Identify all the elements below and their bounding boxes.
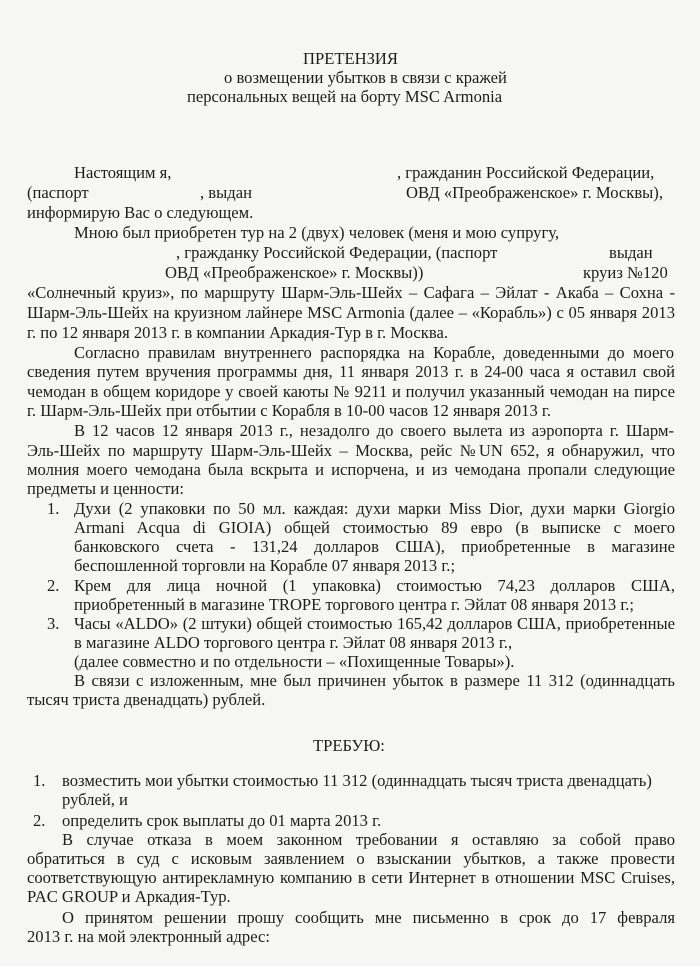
tour-text: , гражданку Российской Федерации, (паспорт — [176, 243, 498, 262]
document-subtitle: о возмещении убытков в связи с кражей — [224, 68, 507, 87]
list-item: Крем для лица ночной (1 упаковка) стоимостью 74,23 долларов США, — [74, 576, 675, 595]
theft-text: В 12 часов 12 января 2013 г., незадолго до своего вылета из аэропорта г. Шарм- — [74, 421, 674, 440]
list-item: Armani Acqua di GIOIA) общей стоимостью 89 евро (в выписке с моего — [74, 518, 675, 537]
document-subtitle: персональных вещей на борту MSC Armonia — [187, 87, 503, 106]
refusal-text: PAC GROUP и Аркадия-Тур. — [27, 887, 231, 906]
demand-item: возместить мои убытки стоимостью 11 312 (одиннадцать тысяч триста двенадцать) — [62, 771, 652, 790]
rules-text: Согласно правилам внутреннего распорядка на Корабле, доведенными до моего — [74, 343, 674, 362]
list-item: беспошленной торговли на Корабле 07 января 2013 г.; — [74, 556, 456, 575]
tour-text: выдан — [609, 243, 653, 262]
tour-text: г. по 12 января 2013 г. в компании Аркадия-Тур в г. Москва. — [27, 323, 448, 342]
demand-heading: ТРЕБУЮ: — [313, 736, 385, 755]
theft-text: Эль-Шейх по маршруту Шарм-Эль-Шейх – Москва, рейс №UN 652, я обнаружил, что — [27, 441, 675, 460]
intro-text: ОВД «Преображенское» г. Москвы), — [406, 183, 663, 202]
loss-text: тысяч триста двенадцать) рублей. — [27, 690, 266, 709]
tour-text: круиз №120 — [583, 263, 668, 282]
list-item: приобретенный в магазине TROPE торгового центра г. Эйлат 08 января 2013 г.; — [74, 595, 635, 614]
list-number: 1. — [33, 771, 46, 790]
intro-text: , выдан — [200, 183, 252, 202]
list-number: 3. — [47, 614, 60, 633]
tour-text: ОВД «Преображенское» г. Москвы)) — [165, 263, 424, 282]
list-item: Духи (2 упаковки по 50 мл. каждая: духи марки Miss Dior, духи марки Giorgio — [74, 499, 675, 518]
refusal-text: обратиться в суд с исковым заявлением о взыскании убытков, а также провести — [27, 849, 675, 868]
intro-text: , гражданин Российской Федерации, — [397, 163, 655, 182]
refusal-text: соответствующую антирекламную компанию в сети Интернет в отношении MSC Cruises, — [27, 868, 675, 887]
theft-text: предметы и ценности: — [27, 479, 185, 498]
rules-text: чемодан в общем коридоре у своей каюты № 9211 и получил указанный чемодан на пирсе — [27, 382, 675, 401]
theft-text: молния моего чемодана была вскрыта и испорчена, и из чемодана пропали следующие — [27, 460, 675, 479]
tour-text: «Солнечный круиз», по маршруту Шарм-Эль-Шейх – Сафага – Эйлат - Акаба – Сохна - — [27, 283, 675, 302]
list-item: банковского счета - 131,24 долларов США), приобретенные в магазине — [74, 537, 675, 556]
final-text: 2013 г. на мой электронный адрес: — [27, 927, 270, 946]
redacted-name — [200, 163, 395, 182]
intro-text: Настоящим я, — [74, 163, 172, 182]
intro-text: (паспорт — [27, 183, 89, 202]
items-note: (далее совместно и по отдельности – «Похищенные Товары»). — [74, 652, 515, 671]
final-text: О принятом решении прошу сообщить мне письменно в срок до 17 февраля — [62, 908, 675, 927]
demand-item: определить срок выплаты до 01 марта 2013 г. — [62, 811, 382, 830]
list-number: 1. — [47, 499, 60, 518]
list-number: 2. — [47, 576, 60, 595]
tour-text: Мною был приобретен тур на 2 (двух) человек (меня и мою супругу, — [74, 223, 560, 242]
list-item: Часы «ALDO» (2 штуки) общей стоимостью 165,42 долларов США, приобретенные — [74, 614, 675, 633]
tour-text: Шарм-Эль-Шейх на круизном лайнере MSC Armonia (далее – «Корабль») с 05 января 2013 — [27, 303, 675, 322]
list-item: в магазине ALDO торгового центра г. Эйлат 08 января 2013 г., — [74, 633, 513, 652]
intro-text: информирую Вас о следующем. — [27, 203, 254, 222]
demand-item: рублей, и — [62, 790, 128, 809]
list-number: 2. — [33, 811, 46, 830]
loss-text: В связи с изложенным, мне был причинен убыток в размере 11 312 (одиннадцать — [74, 671, 675, 690]
rules-text: г. Шарм-Эль-Шейх при отбытии с Корабля в 10-00 часов 12 января 2013 г. — [27, 401, 551, 420]
rules-text: сведения путем вручения программы дня, 11 января 2013 г. в 24-00 часа я оставил свой — [27, 362, 675, 381]
refusal-text: В случае отказа в моем законном требовании я оставляю за собой право — [62, 830, 675, 849]
document-title: ПРЕТЕНЗИЯ — [303, 49, 398, 68]
redacted-passport — [115, 183, 200, 202]
